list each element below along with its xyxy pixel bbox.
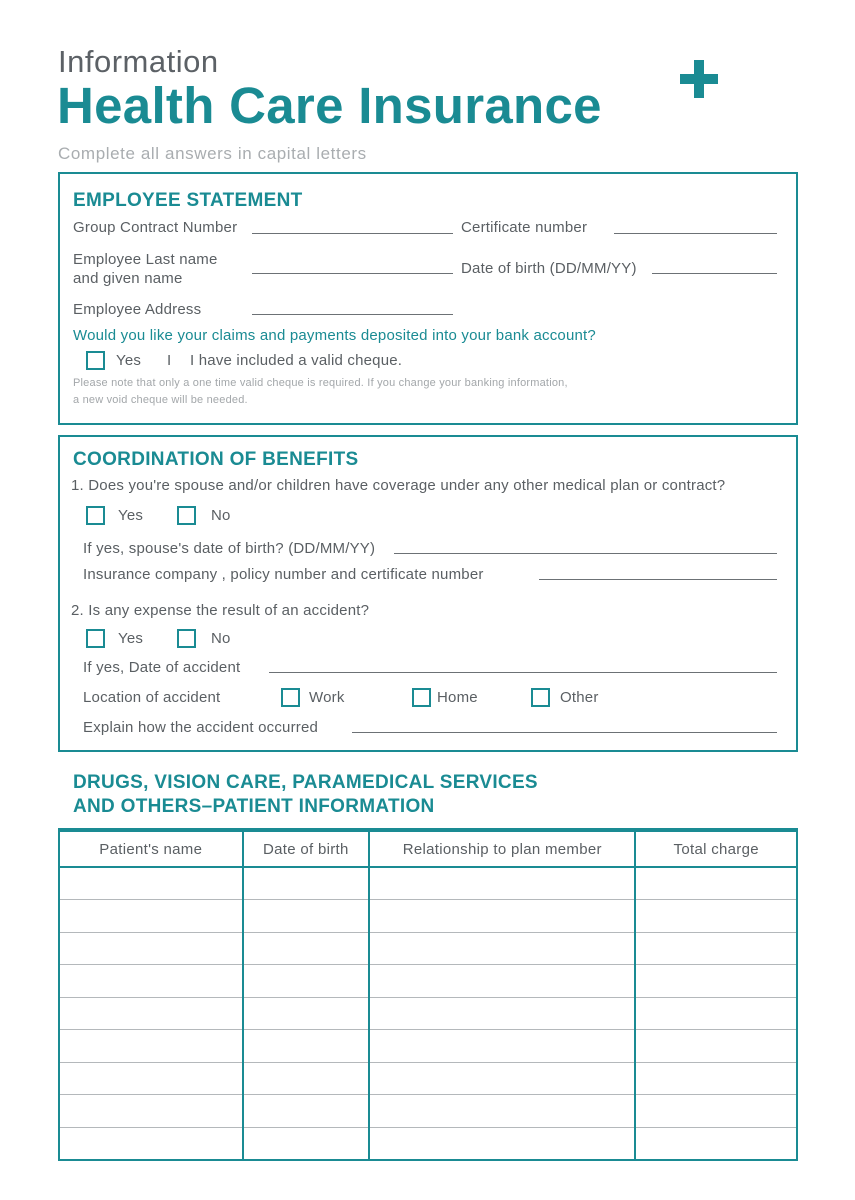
patient-name-cell[interactable] xyxy=(59,900,243,933)
relationship-cell[interactable] xyxy=(369,965,635,998)
group-contract-label: Group Contract Number xyxy=(73,219,238,236)
coverage-no-label: No xyxy=(211,507,231,524)
insurance-company-field[interactable] xyxy=(539,579,777,580)
patient-name-cell[interactable] xyxy=(59,1062,243,1095)
total-charge-cell[interactable] xyxy=(635,1030,797,1063)
relationship-cell[interactable] xyxy=(369,1062,635,1095)
date-of-birth-cell[interactable] xyxy=(243,965,370,998)
accident-date-field[interactable] xyxy=(269,672,777,673)
total-charge-cell[interactable] xyxy=(635,997,797,1030)
bank-deposit-yes-checkbox[interactable] xyxy=(86,351,105,370)
employee-name-label-line2: and given name xyxy=(73,270,183,287)
plus-cross-icon xyxy=(680,60,718,98)
employee-dob-label: Date of birth (DD/MM/YY) xyxy=(461,260,637,277)
total-charge-cell[interactable] xyxy=(635,965,797,998)
location-work-label: Work xyxy=(309,689,345,706)
location-home-checkbox[interactable] xyxy=(412,688,431,707)
coordination-heading: COORDINATION OF BENEFITS xyxy=(73,449,359,470)
column-header-relationship: Relationship to plan member xyxy=(369,830,635,867)
form-title: Health Care Insurance xyxy=(57,77,602,134)
location-other-label: Other xyxy=(560,689,599,706)
date-of-birth-cell[interactable] xyxy=(243,1127,370,1160)
column-header-total-charge: Total charge xyxy=(635,830,797,867)
relationship-cell[interactable] xyxy=(369,900,635,933)
total-charge-cell[interactable] xyxy=(635,867,797,900)
relationship-cell[interactable] xyxy=(369,1127,635,1160)
coverage-question: 1. Does you're spouse and/or children have coverage under any other medical plan or contract? xyxy=(71,477,726,494)
group-contract-field[interactable] xyxy=(252,233,453,234)
date-of-birth-cell[interactable] xyxy=(243,867,370,900)
coverage-no-checkbox[interactable] xyxy=(177,506,196,525)
date-of-birth-cell[interactable] xyxy=(243,932,370,965)
date-of-birth-cell[interactable] xyxy=(243,1095,370,1128)
coverage-yes-checkbox[interactable] xyxy=(86,506,105,525)
bank-deposit-question: Would you like your claims and payments deposited into your bank account? xyxy=(73,327,596,344)
table-row xyxy=(59,997,797,1030)
table-row xyxy=(59,932,797,965)
table-row xyxy=(59,965,797,998)
employee-address-label: Employee Address xyxy=(73,301,202,318)
relationship-cell[interactable] xyxy=(369,1095,635,1128)
relationship-cell[interactable] xyxy=(369,932,635,965)
location-other-checkbox[interactable] xyxy=(531,688,550,707)
relationship-cell[interactable] xyxy=(369,997,635,1030)
table-row xyxy=(59,1030,797,1063)
employee-dob-field[interactable] xyxy=(652,273,777,274)
employee-statement-heading: EMPLOYEE STATEMENT xyxy=(73,190,303,211)
patient-table xyxy=(58,828,798,1161)
table-row xyxy=(59,900,797,933)
total-charge-cell[interactable] xyxy=(635,1062,797,1095)
accident-explain-field[interactable] xyxy=(352,732,777,733)
cheque-note-line2: a new void cheque will be needed. xyxy=(73,394,248,406)
certificate-field[interactable] xyxy=(614,233,777,234)
patient-name-cell[interactable] xyxy=(59,965,243,998)
patient-name-cell[interactable] xyxy=(59,932,243,965)
accident-location-label: Location of accident xyxy=(83,689,221,706)
coverage-yes-label: Yes xyxy=(118,507,144,524)
date-of-birth-cell[interactable] xyxy=(243,900,370,933)
column-header-date-of-birth: Date of birth xyxy=(243,830,370,867)
total-charge-cell[interactable] xyxy=(635,900,797,933)
insurance-company-label: Insurance company , policy number and certificate number xyxy=(83,566,484,583)
employee-address-field[interactable] xyxy=(252,314,453,315)
cheque-note-line1: Please note that only a one time valid cheque is required. If you change your banking information, xyxy=(73,377,568,389)
table-row xyxy=(59,1095,797,1128)
location-home-label: Home xyxy=(437,689,478,706)
table-row xyxy=(59,1062,797,1095)
accident-question: 2. Is any expense the result of an accident? xyxy=(71,602,370,619)
form-subtitle: Complete all answers in capital letters xyxy=(58,144,367,163)
spouse-dob-field[interactable] xyxy=(394,553,777,554)
total-charge-cell[interactable] xyxy=(635,1095,797,1128)
accident-explain-label: Explain how the accident occurred xyxy=(83,719,319,736)
accident-date-label: If yes, Date of accident xyxy=(83,659,241,676)
total-charge-cell[interactable] xyxy=(635,1127,797,1160)
patient-section-heading-line1: DRUGS, VISION CARE, PARAMEDICAL SERVICES xyxy=(73,772,538,793)
table-row xyxy=(59,1127,797,1160)
patient-section-heading-line2: AND OTHERS–PATIENT INFORMATION xyxy=(73,796,435,817)
bank-deposit-yes-label: Yes xyxy=(116,352,142,369)
accident-no-label: No xyxy=(211,630,231,647)
employee-name-label-line1: Employee Last name xyxy=(73,251,218,268)
patient-name-cell[interactable] xyxy=(59,1095,243,1128)
table-row xyxy=(59,867,797,900)
patient-name-cell[interactable] xyxy=(59,867,243,900)
patient-name-cell[interactable] xyxy=(59,1127,243,1160)
patient-name-cell[interactable] xyxy=(59,1030,243,1063)
cheque-statement: I have included a valid cheque. xyxy=(190,352,403,369)
total-charge-cell[interactable] xyxy=(635,932,797,965)
accident-yes-label: Yes xyxy=(118,630,144,647)
location-work-checkbox[interactable] xyxy=(281,688,300,707)
date-of-birth-cell[interactable] xyxy=(243,997,370,1030)
certificate-label: Certificate number xyxy=(461,219,588,236)
accident-no-checkbox[interactable] xyxy=(177,629,196,648)
employee-name-field[interactable] xyxy=(252,273,453,274)
date-of-birth-cell[interactable] xyxy=(243,1062,370,1095)
form-pre-title: Information xyxy=(58,44,219,79)
relationship-cell[interactable] xyxy=(369,1030,635,1063)
separator-text: I xyxy=(167,352,172,369)
patient-table-header xyxy=(59,830,797,867)
accident-yes-checkbox[interactable] xyxy=(86,629,105,648)
spouse-dob-label: If yes, spouse's date of birth? (DD/MM/YY) xyxy=(83,540,376,557)
relationship-cell[interactable] xyxy=(369,867,635,900)
patient-name-cell[interactable] xyxy=(59,997,243,1030)
date-of-birth-cell[interactable] xyxy=(243,1030,370,1063)
column-header-patient-name: Patient's name xyxy=(59,830,243,867)
